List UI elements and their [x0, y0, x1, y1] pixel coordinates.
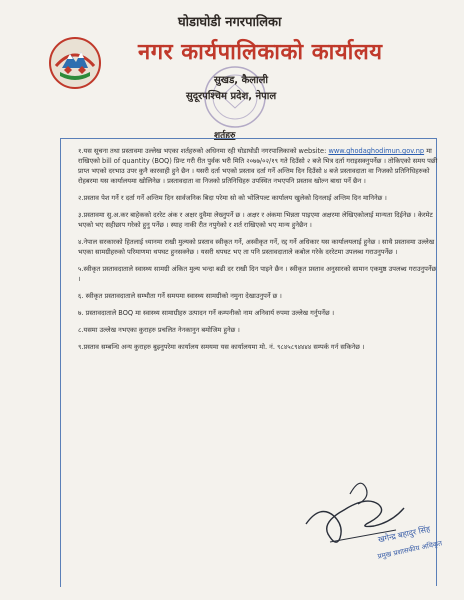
terms-body	[78, 146, 438, 359]
office-title: नगर कार्यपालिकाको कार्यालय	[138, 40, 383, 65]
term-5-text: ५.स्वीकृत प्रस्तावदाताले स्वास्थ्य सामग्री अंकित मुल्य भन्दा बढी दर राखी दिन पाइने छैन । स्वीकृत प्रस्ताव अनुसारको सामान एकमुष्ठ उपलब्ध गराउनुपर्नेछ ।	[78, 265, 437, 283]
term-1-rest: मा राखिएको bill of quantity (BOQ) प्रिन्ट गरी रीत पुर्वक भरी मिति २०७७/०२/१९ गते दिउँसो २ बजे भित्र दर्ता गराइसक्नुपर्नेछ । तोकिएको समय पछी प्राप्त भएको दरभाउ उपर कुनै कारवाही हुने छैन । यसरी दर्ता भएको प्रस्ताव दर्ता गर्ने अन्तिम दिन दिउँसो ४ बजे प्रस्तावदाता वा निजको प्रतिनिधिहरुको रोहबरमा यस कार्यालयमा खोलिनेछ । प्रस्तावदाता वा निजको प्रतिनिधिहरु उपस्थित नभएपनि प्रस्ताव खोल्न बाधा पर्ने छैन ।	[78, 147, 438, 185]
officer-stamp	[374, 520, 464, 568]
address-district: सुखड, कैलाली	[214, 75, 268, 86]
term-1-intro: १.यस सूचना तथा प्रस्तावमा उल्लेख भएका शर्तहरुको अधिनमा रही घोडाघोडी नगरपालिकाको website:	[78, 147, 327, 155]
term-2	[78, 193, 438, 203]
term-7	[78, 308, 438, 318]
term-1	[78, 146, 438, 186]
municipality-name: घोडाघोडी नगरपालिका	[178, 15, 282, 30]
term-2-text: २.प्रस्ताव पेश गर्ने र दर्ता गर्ने अन्तिम दिन सार्वजनिक बिदा परेमा सो को भोलिपल्ट कार्यालय खुलेको दिनलाई अन्तिम दिन मानिनेछ ।	[78, 194, 387, 202]
term-9-text: ९.प्रस्ताव सम्बन्धि अन्य कुराहरु बुझ्नुपरेमा कार्यालय समयमा यस कार्यालयमा मो. नं. ९८४५८९४४४४ सम्पर्क गर्न सकिनेछ ।	[78, 343, 365, 351]
svg-text:प्रमुख प्रशासकीय अधिकृत: प्रमुख प्रशासकीय अधिकृत	[376, 539, 443, 561]
address-province: सुदूरपश्चिम प्रदेश, नेपाल	[186, 91, 277, 102]
website-link[interactable]: www.ghodaghodimun.gov.np	[328, 147, 425, 155]
term-7-text: ७. प्रस्तावदाताले BOQ मा स्वास्थ्य सामाग्रीहरु उत्पादन गर्ने कम्पनीको नाम अनिवार्य रुपमा उल्लेख गर्नुपर्नेछ ।	[78, 309, 335, 317]
term-4	[78, 237, 438, 257]
term-3	[78, 210, 438, 230]
term-9	[78, 342, 438, 352]
svg-text:खगेन्द्र बहादुर सिंह: खगेन्द्र बहादुर सिंह	[377, 524, 432, 545]
term-5	[78, 264, 438, 284]
term-8	[78, 325, 438, 335]
term-6	[78, 291, 438, 301]
term-8-text: ८.यसमा उल्लेख नभएका कुराहरु प्रचलित नेनकानुन बमोजिम हुनेछ ।	[78, 326, 240, 334]
term-3-text: ३.प्रस्तावमा सु.अ.कर बाहेकको दररेट अंक र अक्षर दुवैमा लेख्नुपर्ने छ । अक्षर र अंकमा भिन्नता पाइएमा अक्षरमा लेखिएकोलाई मान्यता दिईनेछ । केरमेट भएको भए सहीछाप गरेको हुनु पर्नेछ । स्याह नाकी रीत नपुगेको र शर्त राखिएको भए मान्य हुनेछैन ।	[78, 211, 433, 229]
letterhead	[0, 0, 464, 124]
term-4-text: ४.नेपाल सरकारको हितलाई ध्यानमा राखी मुल्यको प्रस्ताव स्वीकृत गर्ने, अस्वीकृत गर्ने, रद्द गर्ने अधिकार यस कार्यालयलाई हुनेछ । साथै प्रस्तावमा उल्लेख भएका सामग्रीहरुको परिमाणमा थपघट हुनसक्नेछ । यसरी थपघट भए ता पनि प्रस्तावदाताले कबोल गरेके दररेटमा उपलब्ध गराउनुपर्नेछ ।	[78, 238, 435, 256]
subject-heading: शर्तहरु	[214, 131, 236, 141]
nepal-emblem-icon	[48, 36, 102, 90]
term-6-text: ६. स्वीकृत प्रस्तावदाताले सम्भौता गर्ने समयमा स्वास्थ्य सामग्रीको नमुना देखाउनुपर्ने छ ।	[78, 292, 282, 300]
